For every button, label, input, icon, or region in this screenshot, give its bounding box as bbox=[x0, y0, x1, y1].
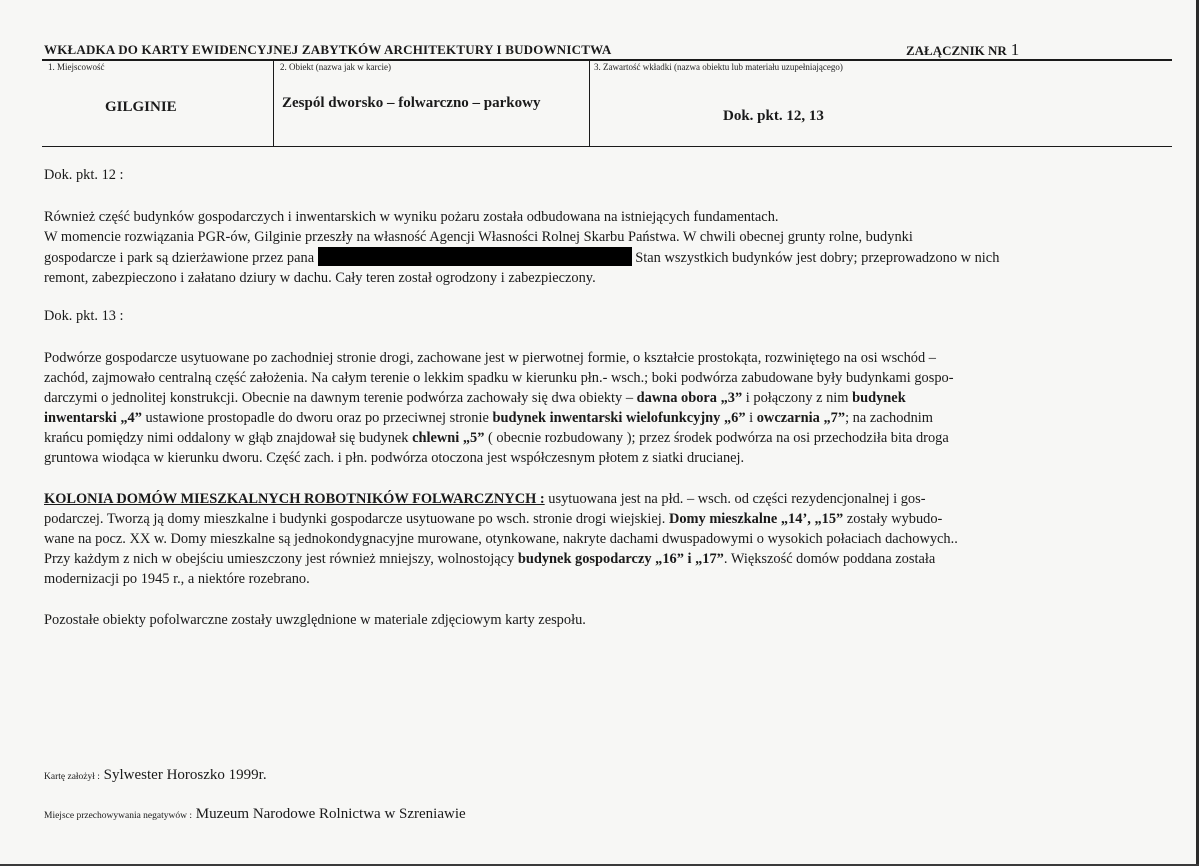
bold-run: dawna obora „3” bbox=[636, 390, 743, 406]
section-12-heading: Dok. pkt. 12 : bbox=[44, 167, 124, 183]
section-12-line bbox=[44, 247, 1134, 268]
section-13-line bbox=[44, 388, 1134, 408]
section-13-paragraph-1 bbox=[44, 348, 1134, 468]
section-13-line: wane na pocz. XX w. Domy mieszkalne są jednokondygnacyjne murowane, otynkowane, nakryte dachami dwuspadowymi o wysokich połaciach dachowych.. bbox=[44, 531, 958, 547]
bold-run: budynek inwentarski wielofunkcyjny „6” bbox=[492, 410, 746, 426]
location-label: 1. Miejscowość bbox=[48, 62, 105, 72]
section-13-line bbox=[44, 549, 1134, 569]
author-label: Kartę założył : bbox=[44, 772, 100, 782]
section-13-line: zachód, zajmowało centralną część założenia. Na całym terenie o lekkim spadku w kierunku płn.- wsch.; boki podwórza zabudowane były budynkami gospo- bbox=[44, 370, 954, 386]
text-run: i połączony z nim bbox=[742, 390, 853, 406]
author-line bbox=[44, 767, 267, 784]
section-12-text: Stan wszystkich budynków jest dobry; przeprowadzono w nich bbox=[635, 250, 1000, 266]
location-value: GILGINIE bbox=[105, 99, 177, 115]
section-13-heading: Dok. pkt. 13 : bbox=[44, 308, 124, 324]
bold-run: chlewni „5” bbox=[412, 430, 485, 446]
section-13-line bbox=[44, 408, 1134, 428]
section-13-line bbox=[44, 428, 1134, 448]
annex-label bbox=[906, 40, 1019, 60]
section-13-line: gruntowa wiodąca w kierunku dworu. Część zach. i płn. podwórza otoczona jest współczesnym płotem z siatki drucianej. bbox=[44, 450, 745, 466]
section-13 bbox=[44, 306, 1134, 630]
contents-value: Dok. pkt. 12, 13 bbox=[723, 108, 824, 124]
section-12-line: W momencie rozwiązania PGR-ów, Gilginie przeszły na własność Agencji Własności Rolnej Skarbu Państwa. W chwili obecnej grunty rolne, budynki bbox=[44, 229, 913, 245]
text-run: Przy każdym z nich w obejściu umieszczony jest również mniejszy, wolnostojący bbox=[44, 551, 518, 567]
column-divider-1 bbox=[273, 60, 274, 146]
column-divider-2 bbox=[589, 60, 590, 146]
section-12-line: remont, zabezpieczono i załatano dziury w dachu. Cały teren został ogrodzony i zabezpieczony. bbox=[44, 270, 596, 286]
annex-number: 1 bbox=[1010, 40, 1020, 59]
contents-label: 3. Zawartość wkładki (nazwa obiektu lub materiału uzupełniającego) bbox=[594, 62, 843, 72]
header-top-rule bbox=[42, 59, 1172, 61]
object-value: Zespól dworsko – folwarczno – parkowy bbox=[282, 95, 541, 111]
section-12-line: Również część budynków gospodarczych i inwentarskich w wyniku pożaru została odbudowana na istniejących fundamentach. bbox=[44, 209, 779, 225]
text-run: . Większość domów poddana została bbox=[723, 551, 936, 567]
text-run: usytuowana jest na płd. – wsch. od części rezydencjonalnej i gos- bbox=[544, 491, 926, 507]
header-bottom-rule bbox=[42, 146, 1172, 147]
object-label: 2. Obiekt (nazwa jak w karcie) bbox=[280, 62, 391, 72]
text-run: i bbox=[745, 410, 757, 426]
annex-label-text: ZAŁĄCZNIK NR bbox=[906, 43, 1007, 58]
text-run: podarczej. Tworzą ją domy mieszkalne i budynki gospodarcze usytuowane po wsch. stronie drogi wiejskiej. bbox=[44, 511, 669, 527]
text-run: krańcu pomiędzy nimi oddalony w głąb znajdował się budynek bbox=[44, 430, 413, 446]
section-13-paragraph-3: Pozostałe obiekty pofolwarczne zostały uwzględnione w materiale zdjęciowym karty zespołu. bbox=[44, 612, 586, 628]
section-13-line: modernizacji po 1945 r., a niektóre rozebrano. bbox=[44, 571, 310, 587]
author-value: Sylwester Horoszko 1999r. bbox=[103, 767, 267, 783]
text-run: ; na zachodnim bbox=[845, 410, 933, 426]
storage-value: Muzeum Narodowe Rolnictwa w Szreniawie bbox=[195, 806, 466, 822]
text-run: zostały wybudo- bbox=[843, 511, 943, 527]
text-run: darczymi o jednolitej konstrukcji. Obecnie na dawnym terenie podwórza zachowały się dwa obiekty – bbox=[44, 390, 637, 406]
bold-run: inwentarski „4” bbox=[44, 410, 142, 426]
section-12 bbox=[44, 165, 1134, 288]
text-run: ustawione prostopadle do dworu oraz po przeciwnej stronie bbox=[141, 410, 493, 426]
text-run: ( obecnie rozbudowany ); przez środek podwórza na osi przechodziła bita droga bbox=[484, 430, 949, 446]
storage-line bbox=[44, 806, 466, 823]
bold-run: budynek gospodarczy „16” i „17” bbox=[517, 551, 724, 567]
colony-heading: KOLONIA DOMÓW MIESZKALNYCH ROBOTNIKÓW FOLWARCZNYCH : bbox=[44, 491, 545, 507]
bold-run: budynek bbox=[852, 390, 906, 406]
bold-run: Domy mieszkalne „14’, „15” bbox=[668, 511, 844, 527]
bold-run: owczarnia „7” bbox=[756, 410, 846, 426]
section-13-paragraph-2 bbox=[44, 489, 1134, 589]
storage-label: Miejsce przechowywania negatywów : bbox=[44, 811, 192, 821]
section-12-text: gospodarcze i park są dzierżawione przez pana bbox=[44, 250, 315, 266]
document-title: WKŁADKA DO KARTY EWIDENCYJNEJ ZABYTKÓW ARCHITEKTURY I BUDOWNICTWA bbox=[44, 42, 612, 57]
section-13-line bbox=[44, 509, 1134, 529]
section-13-line bbox=[44, 489, 1134, 509]
section-13-line: Podwórze gospodarcze usytuowane po zachodniej stronie drogi, zachowane jest w pierwotnej formie, o kształcie prostokąta, rozwiniętego na osi wschód – bbox=[44, 350, 936, 366]
redaction-block bbox=[318, 247, 632, 266]
